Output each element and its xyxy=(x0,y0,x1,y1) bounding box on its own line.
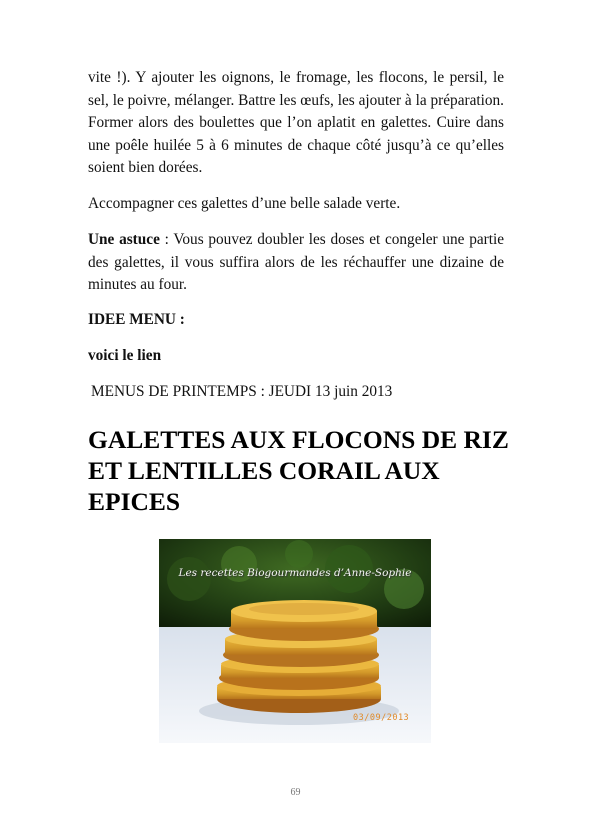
tip-label: Une astuce xyxy=(88,231,160,248)
tip-text: : Vous pouvez doubler les doses et congeler une partie des galettes, il vous suffira alors de les réchauffer une dizaine de minutes au four. xyxy=(88,231,505,294)
serving-paragraph: Accompagner ces galettes d’une belle salade verte. xyxy=(88,195,401,212)
photo-date-stamp: 03/09/2013 xyxy=(353,713,410,723)
tip-paragraph xyxy=(88,229,504,297)
preparation-paragraph: vite !). Y ajouter les oignons, le fromage, les flocons, le persil, le sel, le poivre, mélanger. Battre les œufs, les ajouter à la préparation. Former alors des boulettes que l’on aplatit en galettes. Cuire dans une poêle huilée 5 à 6 minutes de chaque côté jusqu’à ce qu’elles soient bien dorées. xyxy=(88,69,504,177)
idee-menu-heading: IDEE MENU : xyxy=(88,311,185,328)
page-number: 69 xyxy=(290,787,301,798)
recipe-title: GALETTES AUX FLOCONS DE RIZ ET LENTILLES CORAIL AUX EPICES xyxy=(88,425,509,516)
menus-line: MENUS DE PRINTEMPS : JEUDI 13 juin 2013 xyxy=(91,383,393,400)
menu-link[interactable]: voici le lien xyxy=(88,347,162,364)
photo-watermark: Les recettes Biogourmandes d’Anne-Sophie xyxy=(178,567,412,579)
recipe-photo xyxy=(159,539,431,743)
